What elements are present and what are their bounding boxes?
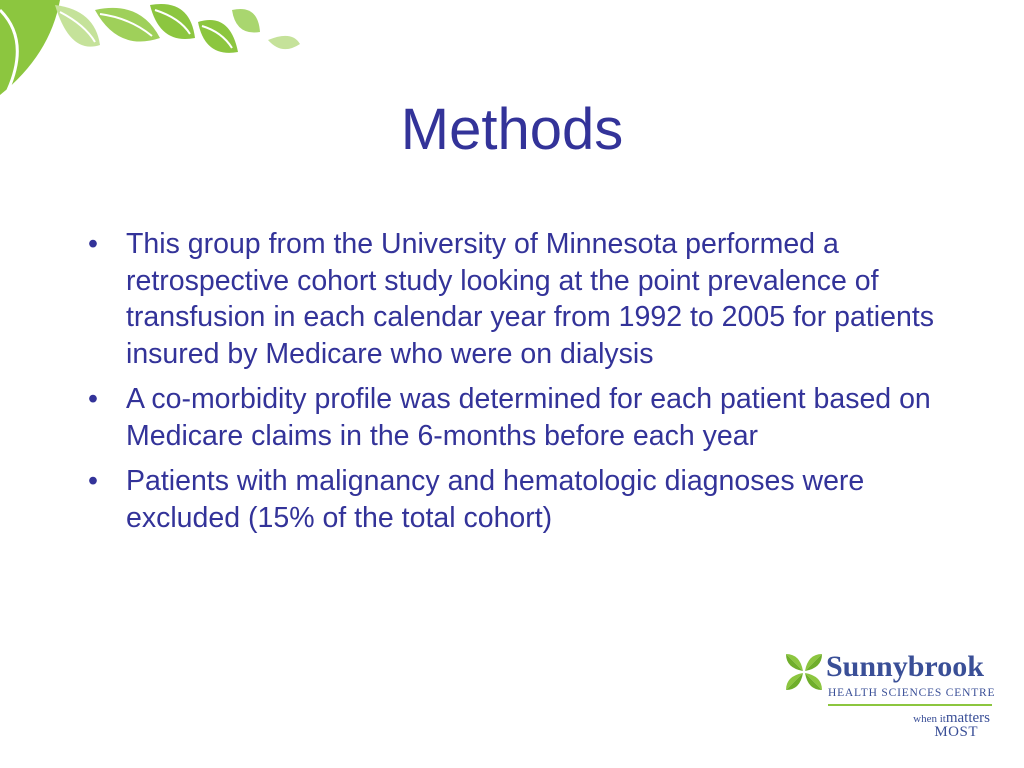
bullet-item [88,381,948,454]
sunnybrook-logo [782,650,996,744]
bullet-text: This group from the University of Minnesota performed a retrospective cohort study looking at the point prevalence of transfusion in each calendar year from 1992 to 2005 for patients insured by Medicare who were on dialysis [126,228,934,370]
logo-tagline-big: matters [945,710,990,726]
bullet-item [88,463,948,536]
clover-icon [784,652,824,692]
bullet-dot-icon: • [88,228,98,260]
slide-title: Methods [400,97,624,162]
bullet-text: A co-morbidity profile was determined for each patient based on Medicare claims in the 6-months before each year [126,383,931,452]
bullet-list [88,226,948,545]
bullet-item [88,226,948,372]
logo-tagline-small: when it [913,713,946,725]
bullet-text: Patients with malignancy and hematologic diagnoses were excluded (15% of the total cohort) [126,465,865,534]
logo-tagline-last: MOST [934,724,978,740]
bullet-dot-icon: • [88,465,98,497]
logo-name: Sunnybrook [826,650,984,683]
leaf-decoration-icon [0,0,310,100]
logo-subtitle: HEALTH SCIENCES CENTRE [828,687,996,699]
logo-divider [828,704,992,706]
bullet-dot-icon: • [88,383,98,415]
